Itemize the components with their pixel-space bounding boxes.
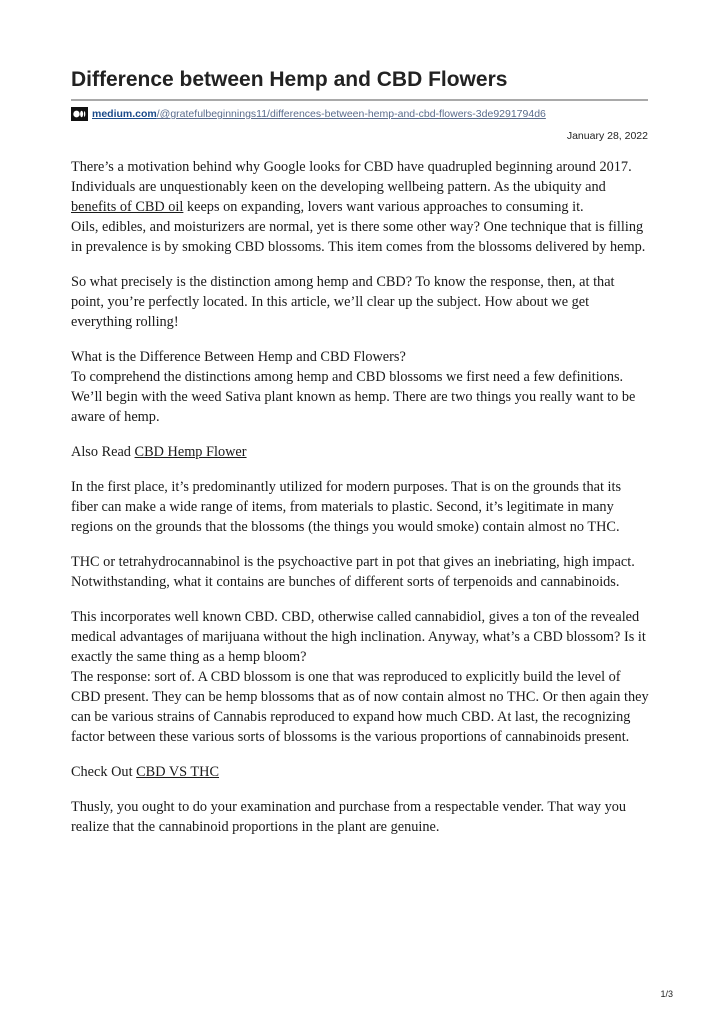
source-line: [71, 106, 546, 122]
cbd-vs-thc-link[interactable]: CBD VS THC: [136, 764, 220, 780]
paragraph-distinction: So what precisely is the distinction among hemp and CBD? To know the response, then, at that point, you’re perfectly located. In this article, we’ll clear up the subject. How about we get everything rolling!: [71, 274, 615, 330]
also-read-label: Also Read: [71, 444, 135, 460]
cbd-hemp-flower-link[interactable]: CBD Hemp Flower: [134, 444, 247, 460]
source-domain-link[interactable]: medium.com: [92, 108, 157, 120]
check-out-line: [71, 762, 651, 782]
paragraph-text: This incorporates well known CBD. CBD, otherwise called cannabidiol, gives a ton of the revealed medical advantages of marijuana without the high inclination. Anyway, what’s a CBD blossom? Is it exactly the same thing as a hemp bloom?: [71, 609, 646, 665]
paragraph-cbd-blossom: [71, 607, 651, 747]
paragraph-text: There’s a motivation behind why Google looks for CBD have quadrupled beginning around 2017. Individuals are unquestionably keen on the developing wellbeing pattern. As the ubiquity and: [71, 159, 632, 195]
paragraph-text: The response: sort of. A CBD blossom is one that was reproduced to explicitly build the level of CBD present. They can be hemp blossoms that as of now contain almost no THC. Or then again they can be various strains of Cannabis reproduced to expand how much CBD. At last, the recognizing factor between these various sorts of blossoms is the various proportions of cannabinoids present.: [71, 669, 649, 745]
paragraph-thc: THC or tetrahydrocannabinol is the psychoactive part in pot that gives an inebriating, high impact. Notwithstanding, what it contains are bunches of different sorts of terpenoids and cannabinoids.: [71, 554, 635, 590]
paragraph-intro: [71, 157, 651, 257]
publish-date: January 28, 2022: [566, 130, 648, 142]
page-number: 1/3: [660, 989, 673, 999]
paragraph-text: keeps on expanding, lovers want various approaches to consuming it.: [183, 199, 584, 215]
title-divider: [71, 99, 648, 101]
page-title: Difference between Hemp and CBD Flowers: [71, 68, 508, 91]
section-heading: What is the Difference Between Hemp and CBD Flowers?: [71, 349, 406, 365]
medium-logo-icon: [71, 107, 88, 121]
paragraph-vendor: Thusly, you ought to do your examination and purchase from a respectable vender. That way you realize that the cannabinoid proportions in the plant are genuine.: [71, 799, 627, 835]
check-out-label: Check Out: [71, 764, 137, 780]
article-body: [71, 157, 651, 852]
paragraph-definitions: [71, 347, 651, 427]
also-read-line: [71, 442, 651, 462]
benefits-of-cbd-oil-link[interactable]: benefits of CBD oil: [71, 199, 184, 215]
paragraph-text: Oils, edibles, and moisturizers are normal, yet is there some other way? One technique that is filling in prevalence is by smoking CBD blossoms. This item comes from the blossoms delivered by hemp.: [71, 219, 646, 255]
paragraph-text: To comprehend the distinctions among hemp and CBD blossoms we first need a few definitions. We’ll begin with the weed Sativa plant known as hemp. There are two things you really want to be aware of hemp.: [71, 369, 636, 425]
paragraph-industrial: In the first place, it’s predominantly utilized for modern purposes. That is on the grounds that its fiber can make a wide range of items, from materials to plastic. Second, it’s legitimate in many regions on the grounds that the blossoms (the things you would smoke) contain almost no THC.: [71, 479, 622, 535]
source-path-link[interactable]: /@gratefulbeginnings11/differences-between-hemp-and-cbd-flowers-3de9291794d6: [156, 108, 546, 120]
